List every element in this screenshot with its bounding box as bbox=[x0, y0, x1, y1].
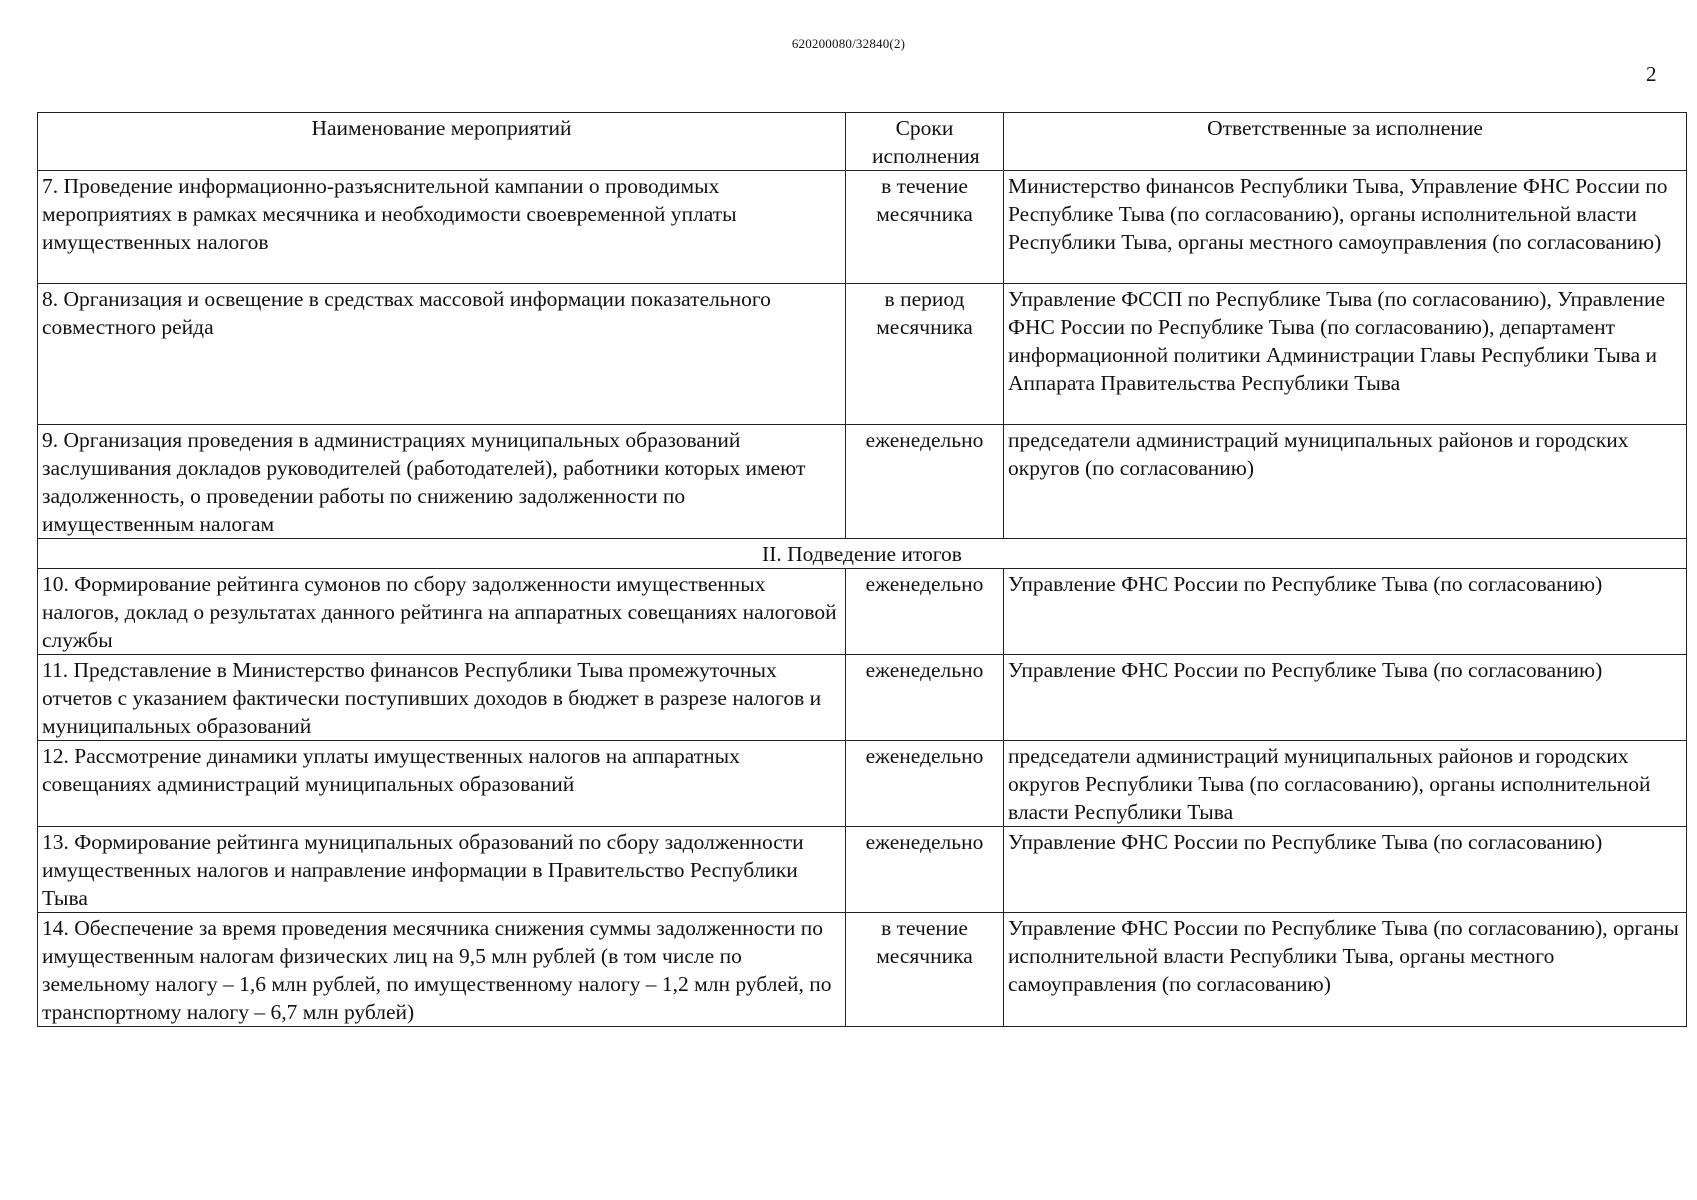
row-name-cell: 8. Организация и освещение в средствах массовой информации показательного совместного рейда bbox=[38, 284, 846, 425]
row-term-cell: в течение месячника bbox=[846, 171, 1004, 284]
column-header-name: Наименование мероприятий bbox=[38, 113, 846, 171]
table-row bbox=[38, 913, 1687, 1027]
row-name-cell: 7. Проведение информационно-разъяснительной кампании о проводимых мероприятиях в рамках месячника и необходимости своевременной уплаты имущественных налогов bbox=[38, 171, 846, 284]
row-term-cell: еженедельно bbox=[846, 425, 1004, 539]
row-name-cell: 12. Рассмотрение динамики уплаты имущественных налогов на аппаратных совещаниях администраций муниципальных образований bbox=[38, 741, 846, 827]
row-responsible-cell: Управление ФНС России по Республике Тыва (по согласованию) bbox=[1004, 655, 1687, 741]
table-row bbox=[38, 569, 1687, 655]
row-responsible-cell: Управление ФНС России по Республике Тыва (по согласованию) bbox=[1004, 569, 1687, 655]
row-responsible-cell: Управление ФССП по Республике Тыва (по согласованию), Управление ФНС России по Республике Тыва (по согласованию), департамент информационной политики Администрации Главы Республики Тыва и Аппарата Правительства Республики Тыва bbox=[1004, 284, 1687, 425]
section-title: II. Подведение итогов bbox=[38, 539, 1687, 569]
column-header-term: Сроки исполнения bbox=[846, 113, 1004, 171]
row-name-cell: 10. Формирование рейтинга сумонов по сбору задолженности имущественных налогов, доклад о результатах данного рейтинга на аппаратных совещаниях налоговой службы bbox=[38, 569, 846, 655]
row-name-cell: 9. Организация проведения в администрациях муниципальных образований заслушивания докладов руководителей (работодателей), работники которых имеют задолженность, о проведении работы по снижению задолженности по имущественным налогам bbox=[38, 425, 846, 539]
row-term-cell: еженедельно bbox=[846, 655, 1004, 741]
table-row bbox=[38, 171, 1687, 284]
measures-table bbox=[37, 112, 1687, 1027]
page-number: 2 bbox=[1646, 62, 1657, 86]
row-name-cell: 13. Формирование рейтинга муниципальных образований по сбору задолженности имущественных налогов и направление информации в Правительство Республики Тыва bbox=[38, 827, 846, 913]
document-id: 620200080/32840(2) bbox=[791, 36, 906, 51]
row-responsible-cell: председатели администраций муниципальных районов и городских округов Республики Тыва (по согласованию), органы исполнительной власти Республики Тыва bbox=[1004, 741, 1687, 827]
row-term-cell: еженедельно bbox=[846, 741, 1004, 827]
row-term-cell: еженедельно bbox=[846, 569, 1004, 655]
table-row bbox=[38, 827, 1687, 913]
section-row bbox=[38, 539, 1687, 569]
row-name-cell: 14. Обеспечение за время проведения месячника снижения суммы задолженности по имущественным налогам физических лиц на 9,5 млн рублей (в том числе по земельному налогу – 1,6 млн рублей, по имущественному налогу – 1,2 млн рублей, по транспортному налогу – 6,7 млн рублей) bbox=[38, 913, 846, 1027]
row-responsible-cell: Министерство финансов Республики Тыва, Управление ФНС России по Республике Тыва (по согласованию), органы исполнительной власти Республики Тыва, органы местного самоуправления (по согласованию) bbox=[1004, 171, 1687, 284]
table-row bbox=[38, 284, 1687, 425]
row-term-cell: в период месячника bbox=[846, 284, 1004, 425]
row-term-cell: еженедельно bbox=[846, 827, 1004, 913]
table-row bbox=[38, 741, 1687, 827]
table-row bbox=[38, 425, 1687, 539]
table-row bbox=[38, 655, 1687, 741]
column-header-responsible: Ответственные за исполнение bbox=[1004, 113, 1687, 171]
table-header-row bbox=[38, 113, 1687, 171]
row-responsible-cell: председатели администраций муниципальных районов и городских округов (по согласованию) bbox=[1004, 425, 1687, 539]
row-responsible-cell: Управление ФНС России по Республике Тыва (по согласованию) bbox=[1004, 827, 1687, 913]
row-name-cell: 11. Представление в Министерство финансов Республики Тыва промежуточных отчетов с указанием фактически поступивших доходов в бюджет в разрезе налогов и муниципальных образований bbox=[38, 655, 846, 741]
row-term-cell: в течение месячника bbox=[846, 913, 1004, 1027]
row-responsible-cell: Управление ФНС России по Республике Тыва (по согласованию), органы исполнительной власти Республики Тыва, органы местного самоуправления (по согласованию) bbox=[1004, 913, 1687, 1027]
